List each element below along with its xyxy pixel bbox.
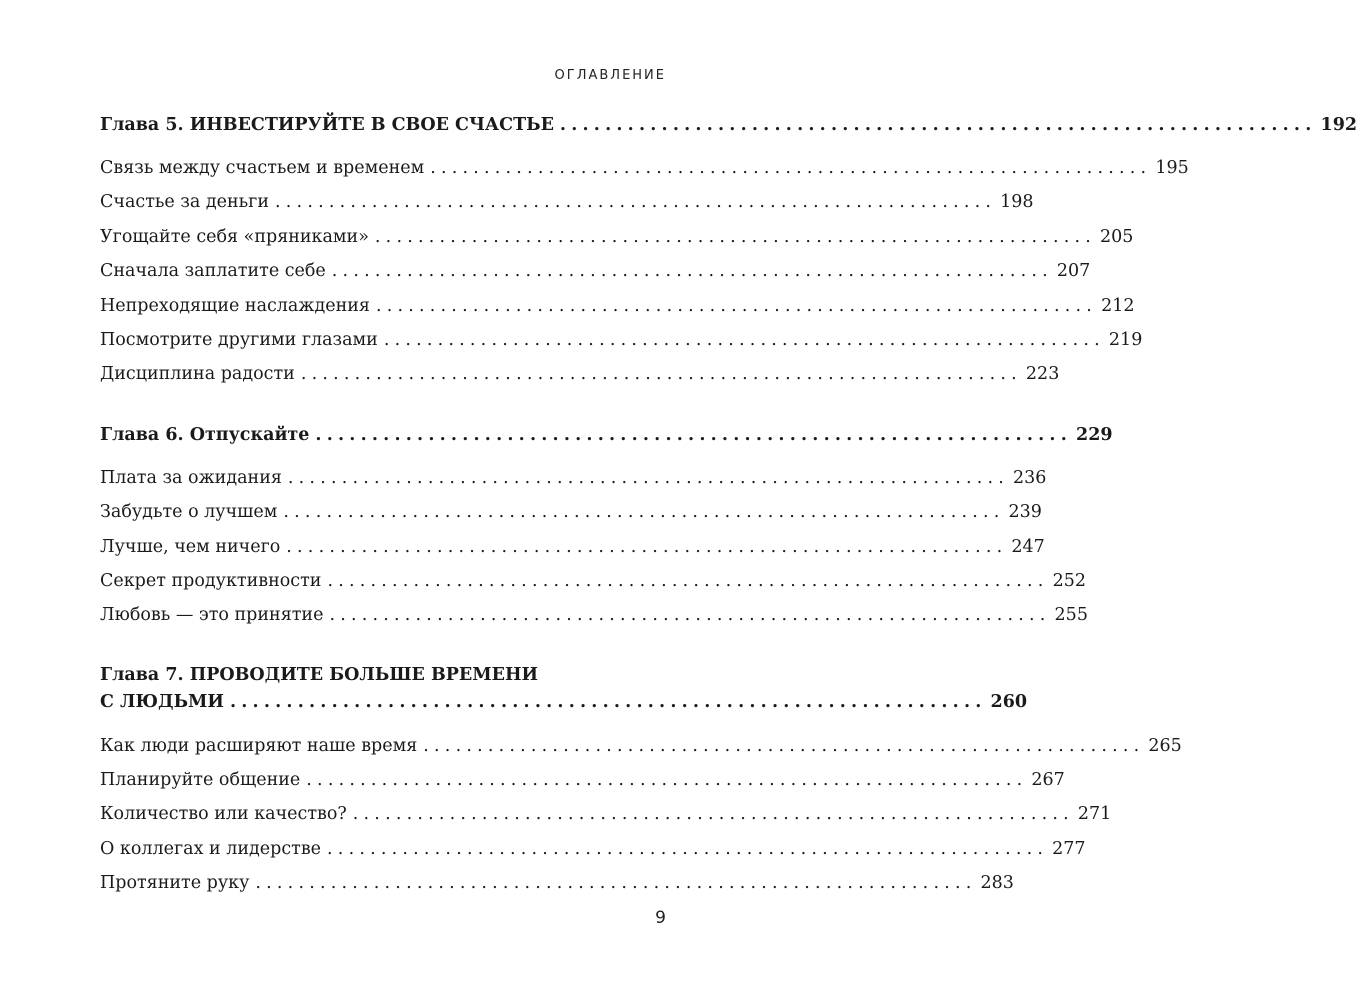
dot-leader: ................................................................... bbox=[327, 571, 1049, 591]
page-number: 247 bbox=[1011, 537, 1045, 557]
dot-leader: ................................................................... bbox=[375, 296, 1098, 316]
page-number: 271 bbox=[1077, 804, 1112, 824]
page-number: 219 bbox=[1108, 330, 1143, 350]
toc-entry bbox=[100, 534, 1045, 560]
dot-leader: ................................................................... bbox=[255, 873, 977, 893]
toc-entry bbox=[100, 155, 1189, 181]
toc-entry bbox=[100, 361, 1060, 387]
section-title: Сначала заплатите себе bbox=[100, 261, 326, 281]
dot-leader: ................................................................... bbox=[306, 770, 1028, 790]
page-number: 198 bbox=[1000, 192, 1034, 212]
section-title: Лучше, чем ничего bbox=[100, 537, 281, 557]
toc-chapter-5 bbox=[100, 112, 1357, 138]
section-title: О коллегах и лидерстве bbox=[100, 839, 322, 859]
section-title: Непреходящие наслаждения bbox=[100, 296, 370, 316]
toc-chapter-7 bbox=[100, 689, 1028, 715]
page-folio: 9 bbox=[655, 908, 666, 928]
toc-entry bbox=[100, 499, 1042, 525]
dot-leader: ................................................................... bbox=[383, 330, 1105, 350]
page-number: 229 bbox=[1076, 425, 1113, 445]
toc-entry bbox=[100, 224, 1134, 250]
toc-entry bbox=[100, 293, 1135, 319]
page-number: 192 bbox=[1320, 115, 1357, 135]
dot-leader: ................................................................... bbox=[331, 261, 1053, 281]
section-title: Посмотрите другими глазами bbox=[100, 330, 378, 350]
section-title: Протяните руку bbox=[100, 873, 250, 893]
page-number: 260 bbox=[990, 692, 1028, 712]
section-title: Забудьте о лучшем bbox=[100, 502, 278, 522]
section-title: Количество или качество? bbox=[100, 804, 347, 824]
toc-entry bbox=[100, 327, 1143, 353]
dot-leader: ................................................................... bbox=[352, 804, 1074, 824]
section-title: Секрет продуктивности bbox=[100, 571, 322, 591]
section-title: Угощайте себя «пряниками» bbox=[100, 227, 369, 247]
toc-entry bbox=[100, 189, 1034, 215]
toc-entry bbox=[100, 602, 1088, 628]
page-number: 277 bbox=[1052, 839, 1086, 859]
page-number: 205 bbox=[1100, 227, 1134, 247]
toc-entry bbox=[100, 870, 1014, 896]
dot-leader: ................................................................... bbox=[327, 839, 1049, 859]
page-number: 283 bbox=[980, 873, 1014, 893]
toc-entry bbox=[100, 568, 1086, 594]
page-number: 267 bbox=[1031, 770, 1065, 790]
toc-entry bbox=[100, 258, 1091, 284]
chapter-title: С ЛЮДЬМИ bbox=[100, 692, 224, 712]
page-number: 212 bbox=[1101, 296, 1135, 316]
dot-leader: ................................................................... bbox=[275, 192, 997, 212]
toc-entry bbox=[100, 767, 1065, 793]
dot-leader: ................................................................... bbox=[300, 364, 1022, 384]
dot-leader: ................................................................... bbox=[286, 537, 1008, 557]
page-number: 255 bbox=[1054, 605, 1088, 625]
section-title: Дисциплина радости bbox=[100, 364, 295, 384]
page-number: 223 bbox=[1025, 364, 1060, 384]
dot-leader: ................................................................... bbox=[329, 605, 1051, 625]
page-number: 265 bbox=[1148, 736, 1182, 756]
section-title: Счастье за деньги bbox=[100, 192, 270, 212]
running-head: ОГЛАВЛЕНИЕ bbox=[554, 68, 666, 83]
page-number: 207 bbox=[1056, 261, 1091, 281]
toc-entry bbox=[100, 465, 1047, 491]
page-number: 239 bbox=[1008, 502, 1042, 522]
toc-entry bbox=[100, 733, 1182, 759]
toc-entry bbox=[100, 836, 1086, 862]
chapter-title: Глава 5. ИНВЕСТИРУЙТЕ В СВОЕ СЧАСТЬЕ bbox=[100, 115, 554, 135]
page-number: 252 bbox=[1052, 571, 1086, 591]
dot-leader: ................................................................... bbox=[229, 692, 987, 712]
section-title: Любовь — это принятие bbox=[100, 605, 324, 625]
section-title: Плата за ожидания bbox=[100, 468, 282, 488]
toc-entry bbox=[100, 801, 1112, 827]
toc-chapter-6 bbox=[100, 422, 1113, 448]
chapter-title-line-1: Глава 7. ПРОВОДИТЕ БОЛЬШЕ ВРЕМЕНИ bbox=[100, 665, 539, 685]
dot-leader: ................................................................... bbox=[374, 227, 1097, 247]
dot-leader: ................................................................... bbox=[315, 425, 1073, 445]
dot-leader: ................................................................... bbox=[287, 468, 1010, 488]
dot-leader: ................................................................... bbox=[423, 736, 1145, 756]
page-number: 195 bbox=[1155, 158, 1189, 178]
section-title: Связь между счастьем и временем bbox=[100, 158, 425, 178]
dot-leader: ................................................................... bbox=[283, 502, 1005, 522]
section-title: Планируйте общение bbox=[100, 770, 301, 790]
toc-page bbox=[100, 0, 1357, 1000]
dot-leader: ................................................................... bbox=[559, 115, 1317, 135]
page-number: 236 bbox=[1013, 468, 1047, 488]
dot-leader: ................................................................... bbox=[430, 158, 1152, 178]
section-title: Как люди расширяют наше время bbox=[100, 736, 418, 756]
chapter-title: Глава 6. Отпускайте bbox=[100, 425, 310, 445]
